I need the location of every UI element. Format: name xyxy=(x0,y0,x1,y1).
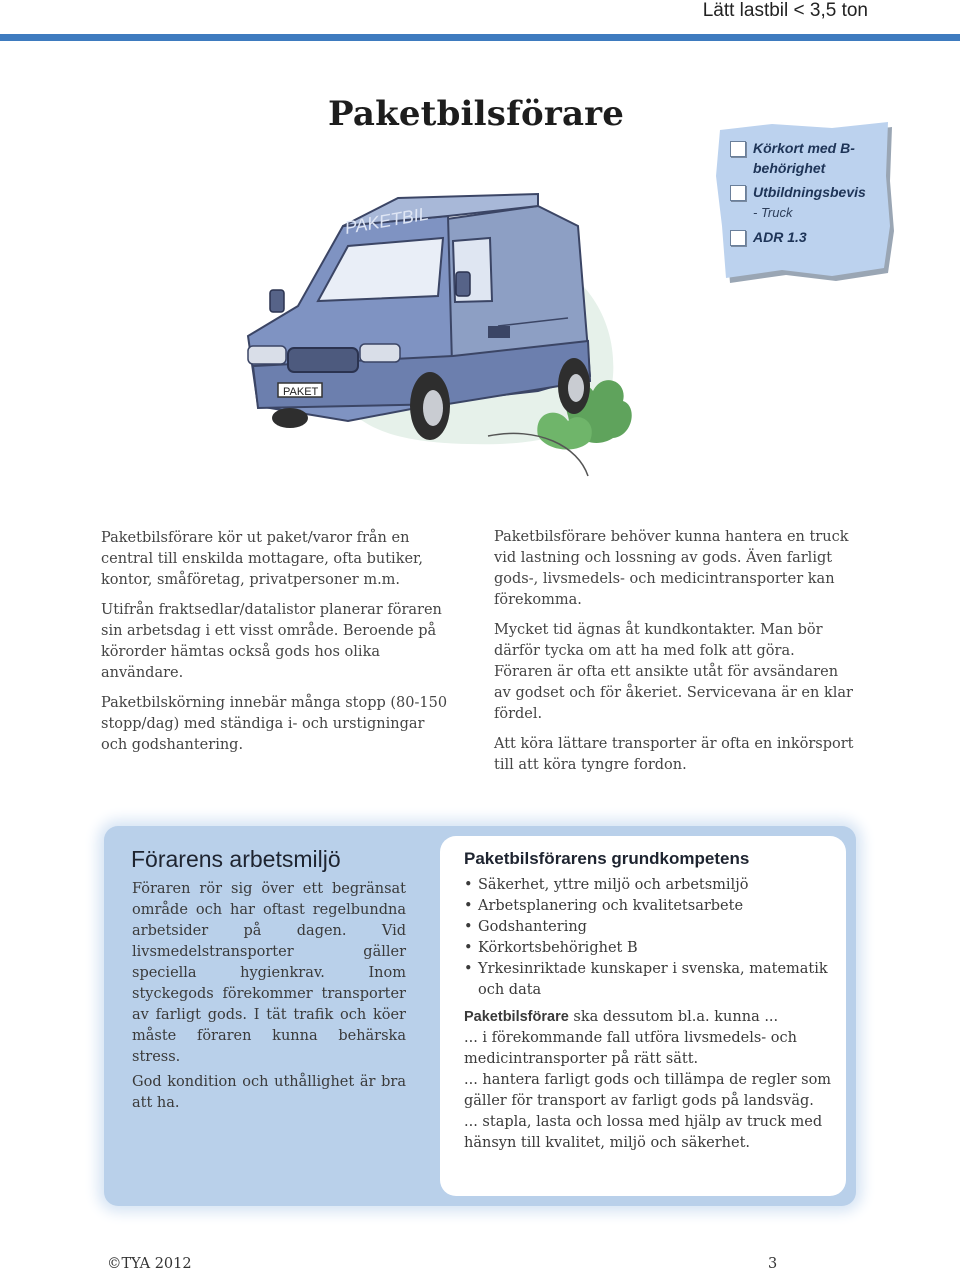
competence-list xyxy=(464,875,834,1001)
copyright: ©TYA 2012 xyxy=(107,1256,192,1272)
competence-title: Paketbilsförarens grundkompetens xyxy=(464,849,750,868)
paragraph: Föraren rör sig över ett begränsat område och har oftast regelbundna arbetsider på dagen. Vid livsmedelstransporter gäller speciella hygienkrav. Inom styckegods förekommer transporter av farligt gods. I tät trafik och köer måste föraren kunna behärska stress. xyxy=(132,881,406,1065)
paragraph: Att köra lättare transporter är ofta en inkörsport till att köra tyngre fordon. xyxy=(494,736,854,773)
competence-point: ... stapla, lasta och lossa med hjälp av truck med hänsyn till kvalitet, miljö och säkerhet. xyxy=(464,1114,823,1151)
competence-lead: Paketbilsförare ska dessutom bl.a. kunna ... xyxy=(464,1009,779,1025)
work-environment-text xyxy=(132,879,406,1118)
paragraph: Paketbilsförare kör ut paket/varor från en central till enskilda mottagare, ofta butiker, kontor, småföretag, privatpersoner m.m. xyxy=(101,530,424,588)
list-item: • Arbetsplanering och kvalitetsarbete xyxy=(464,896,834,917)
competence-point: ... i förekommande fall utföra livsmedels- och medicintransporter på rätt sätt. xyxy=(464,1030,797,1067)
requirement-drivers-license: Körkort med B-behörighet xyxy=(730,138,890,178)
checkbox-icon xyxy=(730,185,746,201)
page-title: Paketbilsförare xyxy=(328,94,625,134)
checkbox-icon xyxy=(730,230,746,246)
license-plate-text: PAKET xyxy=(283,386,319,398)
header-rule xyxy=(0,34,960,41)
list-item: • Godshantering xyxy=(464,917,834,938)
work-environment-title: Förarens arbetsmiljö xyxy=(131,846,341,872)
van-roof-text: PAKETBIL xyxy=(343,203,431,238)
checkbox-icon xyxy=(730,141,746,157)
paragraph: Paketbilskörning innebär många stopp (80-150 stopp/dag) med ständiga i- och urstigningar och godshantering. xyxy=(101,695,448,753)
intro-right-column xyxy=(494,527,854,785)
requirements-note xyxy=(712,116,894,286)
running-header: Lätt lastbil < 3,5 ton xyxy=(702,0,868,21)
paragraph: Paketbilsförare behöver kunna hantera en truck vid lastning och lossning av gods. Även farligt gods-, livsmedels- och medicintransporter kan förekomma. xyxy=(494,529,849,608)
requirement-adr: ADR 1.3 xyxy=(730,227,890,247)
van-illustration xyxy=(238,186,638,486)
requirements-list xyxy=(730,138,890,251)
competence-section xyxy=(464,848,834,1154)
competence-point: ... hantera farligt gods och tillämpa de regler som gäller för transport av farligt gods på landsväg. xyxy=(464,1072,832,1109)
paragraph: God kondition och uthållighet är bra att ha. xyxy=(132,1074,406,1111)
requirement-training-certificate: Utbildningsbevis - Truck xyxy=(730,182,890,223)
paragraph: Utifrån fraktsedlar/datalistor planerar föraren sin arbetsdag i ett visst område. Beroende på körorder hämtas också gods hos olika användare. xyxy=(101,602,442,681)
intro-left-column xyxy=(101,528,453,765)
list-item: • Yrkesinriktade kunskaper i svenska, matematik och data xyxy=(464,959,834,1001)
list-item: • Säkerhet, yttre miljö och arbetsmiljö xyxy=(464,875,834,896)
list-item: • Körkortsbehörighet B xyxy=(464,938,834,959)
page-number: 3 xyxy=(768,1256,778,1272)
paragraph: Mycket tid ägnas åt kundkontakter. Man bör därför tycka om att ha med folk att göra. Föraren är ofta ett ansikte utåt för avsändaren av godset och för åkeriet. Servicevana är en klar fördel. xyxy=(494,622,853,722)
